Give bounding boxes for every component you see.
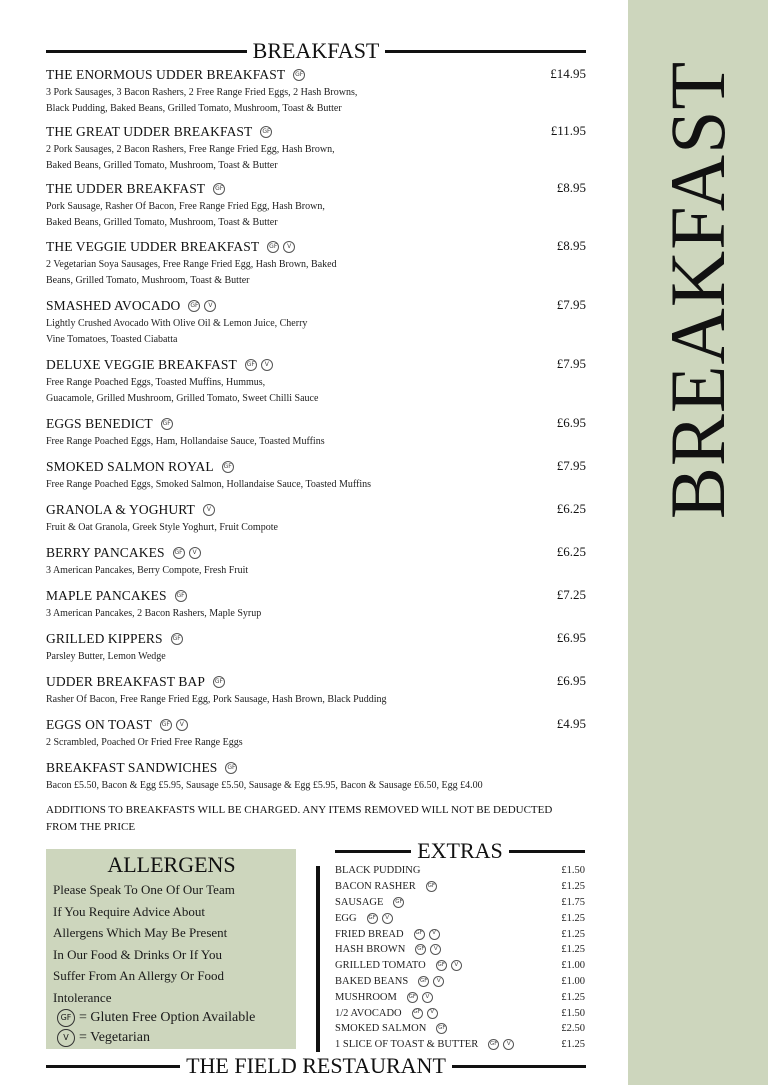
menu-item-header bbox=[46, 544, 586, 562]
extras-item-price: £1.50 bbox=[561, 1007, 585, 1019]
allergens-line: Suffer From An Allergy Or Food bbox=[53, 968, 225, 983]
menu-item bbox=[46, 66, 586, 117]
heading-rule-left bbox=[335, 850, 411, 853]
menu-item bbox=[46, 180, 586, 231]
vegetarian-icon: V bbox=[427, 1008, 438, 1019]
vegetarian-icon: V bbox=[57, 1029, 75, 1047]
legend-vegetarian bbox=[53, 1028, 290, 1048]
menu-item-name: SMOKED SALMON ROYAL bbox=[46, 459, 214, 474]
menu-item-price: £6.95 bbox=[556, 415, 586, 430]
dietary-tags bbox=[412, 1008, 438, 1019]
menu-item-header bbox=[46, 630, 586, 648]
menu-item bbox=[46, 415, 586, 450]
dietary-tags bbox=[213, 183, 225, 195]
heading-rule-left bbox=[46, 1065, 180, 1068]
description-line: Parsley Butter, Lemon Wedge bbox=[46, 651, 166, 662]
menu-item bbox=[46, 458, 586, 493]
menu-item-header bbox=[46, 501, 586, 519]
menu-item-header bbox=[46, 356, 586, 374]
menu-item-name: EGGS BENEDICT bbox=[46, 416, 153, 431]
menu-item-price: £7.25 bbox=[556, 587, 586, 602]
menu-item-header bbox=[46, 180, 586, 198]
gluten-free-icon: GF bbox=[415, 944, 426, 955]
extras-item-name: MUSHROOM bbox=[335, 991, 397, 1003]
menu-item-header bbox=[46, 123, 586, 141]
vegetarian-icon: V bbox=[203, 504, 215, 516]
gluten-free-icon: GF bbox=[173, 547, 185, 559]
dietary-tags bbox=[160, 719, 188, 731]
menu-item-price: £4.95 bbox=[556, 716, 586, 731]
dietary-tags bbox=[293, 69, 305, 81]
description-line: Rasher Of Bacon, Free Range Fried Egg, Pork Sausage, Hash Brown, Black Pudding bbox=[46, 694, 387, 705]
gluten-free-icon: GF bbox=[188, 300, 200, 312]
menu-item-header bbox=[46, 458, 586, 476]
menu-item-name: BREAKFAST SANDWICHES bbox=[46, 760, 218, 775]
gluten-free-icon: GF bbox=[260, 126, 272, 138]
extras-item bbox=[335, 974, 585, 990]
menu-item-description bbox=[46, 692, 586, 708]
menu-item-name: DELUXE VEGGIE BREAKFAST bbox=[46, 357, 237, 372]
extras-item-price: £1.00 bbox=[561, 960, 585, 972]
extras-item-name: SAUSAGE bbox=[335, 896, 384, 908]
description-line: Free Range Poached Eggs, Smoked Salmon, Hollandaise Sauce, Toasted Muffins bbox=[46, 479, 371, 490]
extras-item-name: HASH BROWN bbox=[335, 944, 406, 956]
heading-rule-right bbox=[509, 850, 585, 853]
extras-item-price: £1.25 bbox=[561, 1039, 585, 1051]
dietary-tags bbox=[393, 897, 404, 908]
extras-item-name: FRIED BREAD bbox=[335, 928, 404, 940]
menu-item-name: UDDER BREAKFAST BAP bbox=[46, 674, 205, 689]
gluten-free-icon: GF bbox=[436, 1023, 447, 1034]
extras-item-price: £2.50 bbox=[561, 1023, 585, 1035]
dietary-tags bbox=[203, 504, 215, 516]
gluten-free-icon: GF bbox=[245, 359, 257, 371]
description-line: Baked Beans, Grilled Tomato, Mushroom, Toast & Butter bbox=[46, 160, 278, 171]
menu-item-description bbox=[46, 606, 586, 622]
gluten-free-icon: GF bbox=[426, 881, 437, 892]
allergens-line: Allergens Which May Be Present bbox=[53, 925, 228, 940]
description-line: Free Range Poached Eggs, Toasted Muffins, Hummus, bbox=[46, 377, 266, 388]
allergens-line: Please Speak To One Of Our Team bbox=[53, 882, 235, 897]
vegetarian-icon: V bbox=[503, 1039, 514, 1050]
menu-item-header bbox=[46, 238, 586, 256]
gluten-free-icon: GF bbox=[161, 418, 173, 430]
legend-vegetarian-text: = Vegetarian bbox=[79, 1030, 150, 1045]
gluten-free-icon: GF bbox=[436, 960, 447, 971]
menu-item bbox=[46, 673, 586, 708]
menu-item-description bbox=[46, 563, 586, 579]
legend-gluten-free bbox=[53, 1008, 290, 1028]
menu-item-name: THE UDDER BREAKFAST bbox=[46, 181, 206, 196]
dietary-tags bbox=[488, 1039, 514, 1050]
dietary-tags bbox=[436, 1023, 447, 1034]
menu-item-price: £11.95 bbox=[550, 123, 586, 138]
gluten-free-icon: GF bbox=[418, 976, 429, 987]
extras-item-name: BAKED BEANS bbox=[335, 975, 409, 987]
gluten-free-icon: GF bbox=[213, 183, 225, 195]
vegetarian-icon: V bbox=[433, 976, 444, 987]
menu-item bbox=[46, 544, 586, 579]
menu-item bbox=[46, 123, 586, 174]
description-line: Pork Sausage, Rasher Of Bacon, Free Range Fried Egg, Hash Brown, bbox=[46, 201, 325, 212]
gluten-free-icon: GF bbox=[57, 1009, 75, 1027]
dietary-tags bbox=[267, 241, 295, 253]
section-heading-extras bbox=[335, 840, 585, 862]
extras-item bbox=[335, 863, 585, 879]
description-line: 2 Pork Sausages, 2 Bacon Rashers, Free Range Fried Egg, Hash Brown, bbox=[46, 144, 335, 155]
description-line: Beans, Grilled Tomato, Mushroom, Toast & Butter bbox=[46, 275, 250, 286]
menu-item-name: MAPLE PANCAKES bbox=[46, 588, 167, 603]
menu-item-description bbox=[46, 257, 586, 289]
extras-item bbox=[335, 926, 585, 942]
dietary-tags bbox=[426, 881, 437, 892]
vegetarian-icon: V bbox=[176, 719, 188, 731]
description-line: Lightly Crushed Avocado With Olive Oil & Lemon Juice, Cherry bbox=[46, 318, 308, 329]
vegetarian-icon: V bbox=[422, 992, 433, 1003]
extras-item bbox=[335, 989, 585, 1005]
heading-rule-right bbox=[452, 1065, 586, 1068]
menu-item-name: GRILLED KIPPERS bbox=[46, 631, 163, 646]
menu-item-name: THE GREAT UDDER BREAKFAST bbox=[46, 124, 253, 139]
vegetarian-icon: V bbox=[451, 960, 462, 971]
menu-item-name: THE ENORMOUS UDDER BREAKFAST bbox=[46, 67, 286, 82]
menu-item-header bbox=[46, 716, 586, 734]
description-line: 3 Pork Sausages, 3 Bacon Rashers, 2 Free Range Fried Eggs, 2 Hash Browns, bbox=[46, 87, 358, 98]
menu-item-price: £6.25 bbox=[556, 501, 586, 516]
dietary-tags bbox=[225, 762, 237, 774]
vegetarian-icon: V bbox=[382, 913, 393, 924]
menu-item-price: £7.95 bbox=[556, 356, 586, 371]
menu-item-header bbox=[46, 587, 586, 605]
menu-item bbox=[46, 297, 586, 348]
description-line: 2 Vegetarian Soya Sausages, Free Range Fried Egg, Hash Brown, Baked bbox=[46, 259, 337, 270]
menu-item-description bbox=[46, 434, 586, 450]
menu-item-description bbox=[46, 735, 586, 751]
gluten-free-icon: GF bbox=[393, 897, 404, 908]
menu-item-name: BERRY PANCAKES bbox=[46, 545, 165, 560]
dietary-tags bbox=[415, 944, 441, 955]
vegetarian-icon: V bbox=[189, 547, 201, 559]
extras-item-name: SMOKED SALMON bbox=[335, 1023, 427, 1035]
menu-item-description bbox=[46, 649, 586, 665]
description-line: Fruit & Oat Granola, Greek Style Yoghurt, Fruit Compote bbox=[46, 522, 278, 533]
menu-item bbox=[46, 716, 586, 751]
menu-item-header bbox=[46, 759, 586, 777]
description-line: 2 Scrambled, Poached Or Fried Free Range Eggs bbox=[46, 737, 243, 748]
menu-item-description bbox=[46, 778, 586, 794]
dietary-tags bbox=[222, 461, 234, 473]
menu-item-price: £14.95 bbox=[550, 66, 586, 81]
vegetarian-icon: V bbox=[430, 944, 441, 955]
description-line: Vine Tomatoes, Toasted Ciabatta bbox=[46, 334, 178, 345]
extras-item bbox=[335, 910, 585, 926]
extras-item-name: BLACK PUDDING bbox=[335, 865, 421, 877]
menu-item-description bbox=[46, 199, 586, 231]
section-title: BREAKFAST bbox=[252, 38, 380, 63]
extras-item-price: £1.25 bbox=[561, 912, 585, 924]
menu-item-price: £6.95 bbox=[556, 673, 586, 688]
extras-item-name: EGG bbox=[335, 912, 357, 924]
section-heading-breakfast bbox=[46, 40, 586, 62]
description-line: Bacon £5.50, Bacon & Egg £5.95, Sausage £5.50, Sausage & Egg £5.95, Bacon & Sausage £6.50, Egg £4.00 bbox=[46, 780, 483, 791]
dietary-tags bbox=[245, 359, 273, 371]
menu-item bbox=[46, 501, 586, 536]
description-line: Guacamole, Grilled Mushroom, Grilled Tomato, Sweet Chilli Sauce bbox=[46, 393, 319, 404]
gluten-free-icon: GF bbox=[407, 992, 418, 1003]
gluten-free-icon: GF bbox=[222, 461, 234, 473]
gluten-free-icon: GF bbox=[225, 762, 237, 774]
menu-item bbox=[46, 759, 586, 794]
extras-item-price: £1.25 bbox=[561, 928, 585, 940]
legend-gluten-free-text: = Gluten Free Option Available bbox=[79, 1010, 256, 1025]
menu-item bbox=[46, 356, 586, 407]
gluten-free-icon: GF bbox=[367, 913, 378, 924]
description-line: 3 American Pancakes, Berry Compote, Fresh Fruit bbox=[46, 565, 249, 576]
extras-item bbox=[335, 879, 585, 895]
menu-item-header bbox=[46, 66, 586, 84]
menu-item bbox=[46, 238, 586, 289]
vegetarian-icon: V bbox=[429, 929, 440, 940]
dietary-tags bbox=[213, 676, 225, 688]
dietary-tags bbox=[260, 126, 272, 138]
menu-item-price: £6.25 bbox=[556, 544, 586, 559]
extras-item-price: £1.75 bbox=[561, 896, 585, 908]
additions-notice bbox=[46, 802, 586, 836]
extras-item-name: 1 SLICE OF TOAST & BUTTER bbox=[335, 1039, 479, 1051]
extras-vertical-rule bbox=[316, 866, 320, 1052]
notice-line-2: FROM THE PRICE bbox=[46, 821, 136, 833]
dietary-tags bbox=[161, 418, 173, 430]
dietary-tags bbox=[407, 992, 433, 1003]
menu-item-header bbox=[46, 673, 586, 691]
vegetarian-icon: V bbox=[283, 241, 295, 253]
restaurant-name: THE FIELD RESTAURANT bbox=[186, 1053, 446, 1078]
heading-rule-left bbox=[46, 50, 247, 53]
extras-item-price: £1.25 bbox=[561, 991, 585, 1003]
extras-item-price: £1.00 bbox=[561, 975, 585, 987]
dietary-tags bbox=[171, 633, 183, 645]
extras-item bbox=[335, 958, 585, 974]
extras-item bbox=[335, 1005, 585, 1021]
vegetarian-icon: V bbox=[204, 300, 216, 312]
notice-line-1: ADDITIONS TO BREAKFASTS WILL BE CHARGED. ANY ITEMS REMOVED WILL NOT BE DEDUCTED bbox=[46, 804, 553, 816]
menu-item-price: £7.95 bbox=[556, 458, 586, 473]
menu-item-price: £8.95 bbox=[556, 238, 586, 253]
allergens-title: ALLERGENS bbox=[107, 852, 236, 877]
gluten-free-icon: GF bbox=[488, 1039, 499, 1050]
description-line: Free Range Poached Eggs, Ham, Hollandaise Sauce, Toasted Muffins bbox=[46, 436, 325, 447]
menu-item-name: THE VEGGIE UDDER BREAKFAST bbox=[46, 239, 260, 254]
extras-item-name: 1/2 AVOCADO bbox=[335, 1007, 402, 1019]
menu-item-description bbox=[46, 85, 586, 117]
gluten-free-icon: GF bbox=[160, 719, 172, 731]
menu-item-description bbox=[46, 375, 586, 407]
heading-rule-right bbox=[385, 50, 586, 53]
extras-item bbox=[335, 942, 585, 958]
dietary-tags bbox=[367, 913, 393, 924]
extras-item bbox=[335, 1037, 585, 1053]
extras-list bbox=[335, 863, 585, 1053]
menu-item-price: £8.95 bbox=[556, 180, 586, 195]
footer-heading bbox=[46, 1055, 586, 1077]
allergens-text bbox=[53, 879, 290, 1008]
extras-item-price: £1.50 bbox=[561, 865, 585, 877]
menu-item-name: GRANOLA & YOGHURT bbox=[46, 502, 195, 517]
menu-item-description bbox=[46, 477, 586, 493]
dietary-tags bbox=[436, 960, 462, 971]
side-title: BREAKFAST bbox=[654, 60, 741, 520]
extras-title: EXTRAS bbox=[417, 838, 503, 863]
allergens-line: Intolerance bbox=[53, 989, 112, 1005]
dietary-tags bbox=[418, 976, 444, 987]
dietary-tags bbox=[414, 929, 440, 940]
allergens-line: In Our Food & Drinks Or If You bbox=[53, 946, 223, 962]
menu-item-price: £6.95 bbox=[556, 630, 586, 645]
allergens-box bbox=[46, 849, 296, 1049]
allergens-line: If You Require Advice About bbox=[53, 903, 206, 919]
extras-item bbox=[335, 895, 585, 911]
gluten-free-icon: GF bbox=[171, 633, 183, 645]
dietary-tags bbox=[173, 547, 201, 559]
menu-item-price: £7.95 bbox=[556, 297, 586, 312]
gluten-free-icon: GF bbox=[175, 590, 187, 602]
menu-item-description bbox=[46, 520, 586, 536]
extras-item bbox=[335, 1021, 585, 1037]
menu-item-header bbox=[46, 297, 586, 315]
vegetarian-icon: V bbox=[261, 359, 273, 371]
menu-item bbox=[46, 630, 586, 665]
description-line: Baked Beans, Grilled Tomato, Mushroom, Toast & Butter bbox=[46, 217, 278, 228]
menu-item-description bbox=[46, 316, 586, 348]
menu-item-name: SMASHED AVOCADO bbox=[46, 298, 181, 313]
gluten-free-icon: GF bbox=[412, 1008, 423, 1019]
dietary-tags bbox=[188, 300, 216, 312]
extras-item-price: £1.25 bbox=[561, 881, 585, 893]
extras-item-name: BACON RASHER bbox=[335, 881, 416, 893]
menu-item-name: EGGS ON TOAST bbox=[46, 717, 152, 732]
extras-item-name: GRILLED TOMATO bbox=[335, 960, 426, 972]
gluten-free-icon: GF bbox=[213, 676, 225, 688]
description-line: 3 American Pancakes, 2 Bacon Rashers, Maple Syrup bbox=[46, 608, 262, 619]
description-line: Black Pudding, Baked Beans, Grilled Tomato, Mushroom, Toast & Butter bbox=[46, 103, 342, 114]
gluten-free-icon: GF bbox=[267, 241, 279, 253]
menu-item-header bbox=[46, 415, 586, 433]
dietary-tags bbox=[175, 590, 187, 602]
menu-item bbox=[46, 587, 586, 622]
menu-item-description bbox=[46, 142, 586, 174]
gluten-free-icon: GF bbox=[414, 929, 425, 940]
gluten-free-icon: GF bbox=[293, 69, 305, 81]
extras-item-price: £1.25 bbox=[561, 944, 585, 956]
